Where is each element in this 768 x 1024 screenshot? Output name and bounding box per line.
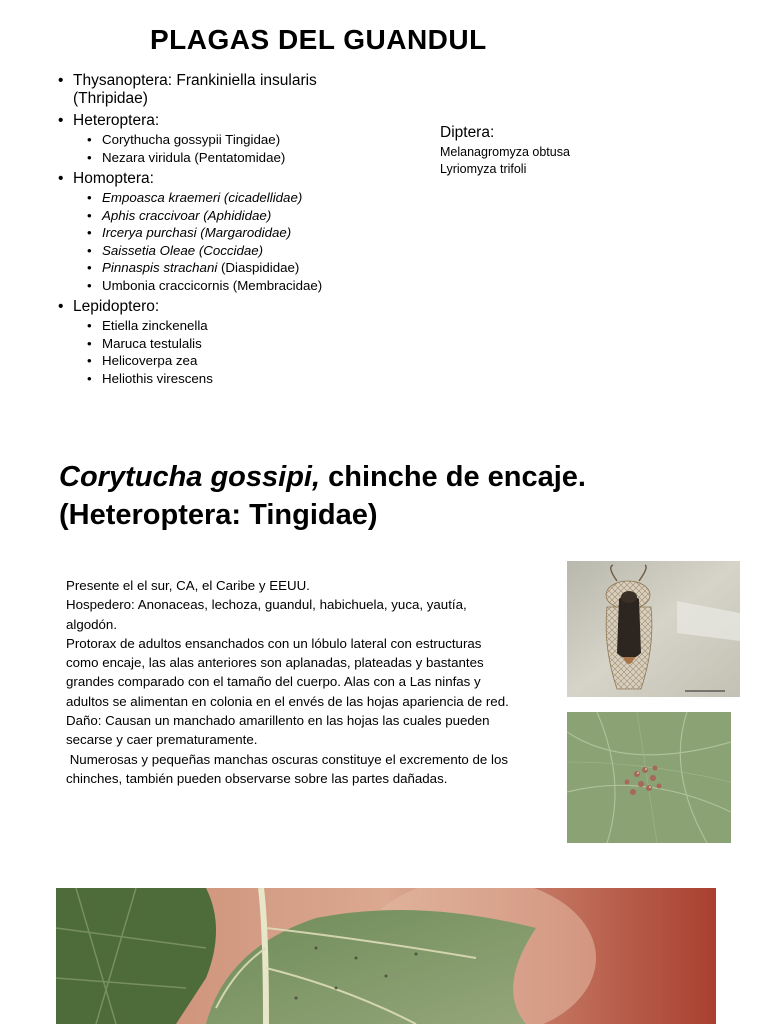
species-name: Aphis craccivoar (Aphididae) xyxy=(102,207,272,223)
slide-pests-list xyxy=(0,0,768,430)
lepidoptero-sublist xyxy=(73,317,418,387)
pest-order-list xyxy=(58,68,418,387)
list-item xyxy=(87,259,418,277)
paragraph: Protorax de adultos ensanchados con un lóbulo lateral con estructuras como encaje, las alas anteriores son aplanadas, plateadas y bastantes grandes comparado con el tamaño del cuerpo. Alas con a Las ninfas y adultos se alimentan en colonia en el envés de las hojas apariencia de red. xyxy=(66,635,509,709)
homoptera-heading: • Homoptera: xyxy=(73,170,154,187)
species-name: Pinnaspis strachani xyxy=(102,260,218,275)
thysanoptera-line1: • Thysanoptera: Frankiniella insularis xyxy=(73,72,317,89)
thysanoptera-line2: (Thripidae) xyxy=(73,90,148,107)
list-item: • Umbonia craccicornis (Membracidae) xyxy=(87,277,418,295)
list-item: • Heliothis virescens xyxy=(87,370,418,388)
list-item-homoptera xyxy=(58,170,418,294)
description-text xyxy=(66,576,511,788)
heteroptera-sublist xyxy=(73,131,418,166)
family-name: (Diaspididae) xyxy=(217,260,300,275)
list-item-heteroptera xyxy=(58,112,418,166)
list-item: • Helicoverpa zea xyxy=(87,352,418,370)
leaf-underside-photo xyxy=(56,888,716,1024)
lepidoptero-heading: • Lepidoptero: xyxy=(73,298,160,315)
lace-bug-photo xyxy=(567,561,740,697)
leaf-nymphs-photo xyxy=(567,712,731,843)
list-item: • Nezara viridula (Pentatomidae) xyxy=(87,149,418,167)
diptera-block xyxy=(440,124,570,178)
list-item xyxy=(87,224,418,242)
species-name: Corytucha gossipi, xyxy=(59,461,321,493)
slide-corytucha xyxy=(0,440,768,1024)
list-item xyxy=(87,207,418,225)
paragraph: Presente el el sur, CA, el Caribe y EEUU. xyxy=(66,578,310,593)
common-name: chinche de encaje. xyxy=(320,461,586,493)
list-item: • Maruca testulalis xyxy=(87,335,418,353)
paragraph: Hospedero: Anonaceas, lechoza, guandul, habichuela, yuca, yautía, algodón. xyxy=(66,597,471,632)
diptera-item: Lyriomyza trifoli xyxy=(440,162,527,176)
list-item: • Etiella zinckenella xyxy=(87,317,418,335)
slide-title: PLAGAS DEL GUANDUL xyxy=(150,24,487,55)
paragraph: Numerosas y pequeñas manchas oscuras constituye el excremento de los chinches, también pueden observarse sobre las partes dañadas. xyxy=(66,751,512,786)
taxonomy-line: (Heteroptera: Tingidae) xyxy=(59,499,378,531)
species-name: Saissetia Oleae (Coccidae) xyxy=(102,242,264,258)
diptera-heading: Diptera: xyxy=(440,124,495,141)
slide-title xyxy=(59,458,586,534)
list-item-thysanoptera xyxy=(58,72,418,108)
list-item: • Corythucha gossypii Tingidae) xyxy=(87,131,418,149)
paragraph: Daño: Causan un manchado amarillento en las hojas las cuales pueden secarse y caer prematuramente. xyxy=(66,713,494,748)
list-item xyxy=(87,242,418,260)
list-item xyxy=(87,189,418,207)
diptera-item: Melanagromyza obtusa xyxy=(440,145,570,159)
list-item-lepidoptero xyxy=(58,298,418,387)
species-name: Ircerya purchasi (Margarodidae) xyxy=(102,225,292,240)
homoptera-sublist xyxy=(73,189,418,294)
species-name: Empoasca kraemeri (cicadellidae) xyxy=(102,190,303,205)
heteroptera-heading: • Heteroptera: xyxy=(73,112,160,129)
